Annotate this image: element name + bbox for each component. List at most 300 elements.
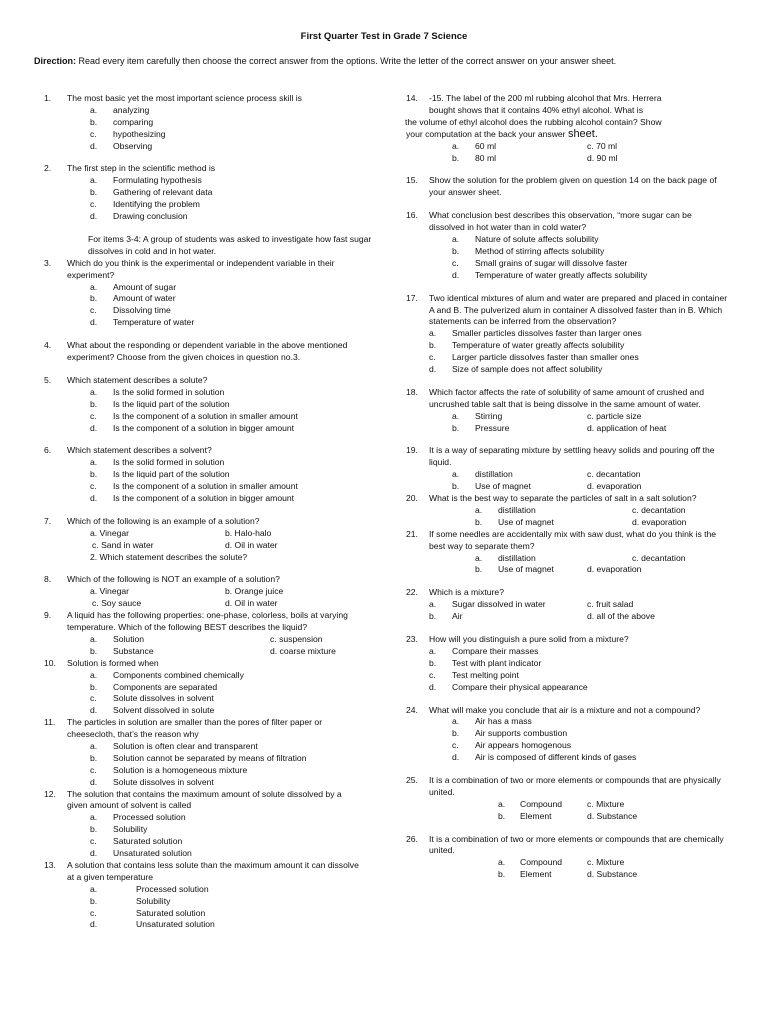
question-number: 6. [44,445,52,456]
question-2 [44,163,364,222]
option-letter: b. [90,398,98,409]
option-a [406,646,728,658]
question-stem: Which of the following is an example of a solution? [67,515,260,526]
option-letter: b. [452,245,460,256]
option-text: Solute dissolves in solvent [113,776,214,787]
question-8 [44,574,364,610]
option-letter: d. [429,681,437,692]
option-letter: a. [90,457,98,468]
option-letter: d. [90,492,98,503]
question-12 [44,789,364,860]
option-text: Unsaturated solution [113,848,192,859]
option-b [44,293,364,305]
option-a-letter: a. [429,599,437,610]
option-a [406,716,728,728]
option-c [406,258,728,270]
question-stem: How will you distinguish a pure solid from a mixture? [429,634,629,645]
option-text: Drawing conclusion [113,211,188,222]
question-24 [406,705,728,764]
option-letter: b. [90,469,98,480]
question-stem: Which do you think is the experimental or independent variable in their experiment? [67,257,335,280]
option-b-text: Pressure [475,422,510,433]
option-letter: d. [90,317,98,328]
question-number: 7. [44,515,52,526]
question-stem: A liquid has the following properties: one-phase, colorless, boils at varying temperature. Which of the following BEST describes the liquid? [67,610,348,633]
question-number: 22. [406,587,418,598]
option-a [406,328,728,340]
question-number: 12. [44,788,56,799]
option-b-letter: b. [475,516,483,527]
option-c: c. decantation [632,552,686,563]
option-letter: c. [90,410,97,421]
option-d: d. evaporation [587,564,642,575]
option-d [44,919,364,931]
option-c: c. Soy sauce [92,598,142,609]
question-stem: Which statement describes a solute? [67,374,208,385]
option-text: Temperature of water greatly affects solubility [452,340,625,351]
option-b [44,896,364,908]
option-b-text: Use of magnet [475,481,531,492]
option-letter: b. [429,657,437,668]
question-number: 13. [44,859,56,870]
option-c: c. particle size [587,410,642,421]
option-a-text: Solution [113,633,145,644]
option-b-text: Air [452,611,463,622]
option-text: Temperature of water [113,317,195,328]
option-text: Is the component of a solution in smaller amount [113,481,298,492]
option-d [44,705,364,717]
question-stem-line: -15. The label of the 200 ml rubbing alcohol that Mrs. Herrera [429,93,662,103]
option-text: Amount of water [113,293,176,304]
option-d [406,270,728,282]
option-b-letter: b. [90,645,98,656]
option-a-letter: a. [452,469,460,480]
option-b [406,340,728,352]
option-letter: a. [429,645,437,656]
option-text: Smaller particles dissolves faster than larger ones [452,328,642,339]
option-a [44,457,364,469]
options [406,328,728,376]
option-letter: c. [90,836,97,847]
question-17 [406,293,728,376]
option-c [44,305,364,317]
option-a [44,884,364,896]
option-a-letter: a. [90,633,98,644]
option-c [44,199,364,211]
question-stem: A solution that contains less solute than the maximum amount it can dissolve at a given temperature [67,859,359,882]
right-column [406,93,728,881]
option-a-letter: a. [475,504,483,515]
option-b-letter: b. [498,869,506,880]
option-text: Air appears homogenous [475,740,572,751]
option-d [44,141,364,153]
option-letter: c. [429,352,436,363]
option-d [44,423,364,435]
option-c: c. suspension [270,633,323,644]
option-text: Compare their masses [452,645,539,656]
option-c [44,481,364,493]
items-3-4-intro: For items 3-4: A group of students was asked to investigate how fast sugar dissolves in cold and in hot water. [88,233,372,256]
option-b [44,187,364,199]
question-number: 2. [44,163,52,174]
option-letter: b. [90,187,98,198]
question-11 [44,717,364,788]
option-text: Solution is often clear and transparent [113,741,258,752]
question-number: 16. [406,210,418,221]
option-letter: b. [90,681,98,692]
option-letter: a. [90,883,98,894]
options [44,387,364,435]
option-letter: c. [90,693,97,704]
question-21 [406,529,728,577]
question-stem-line: the volume of ethyl alcohol does the rubbing alcohol contain? Show [405,116,662,127]
question-stem: Which of the following is NOT an example of a solution? [67,574,280,585]
option-d: d. application of heat [587,422,667,433]
question-9 [44,610,364,658]
option-letter: d. [90,848,98,859]
question-stem: What conclusion best describes this observation, “more sugar can be dissolved in hot water than in cold water? [429,210,692,233]
option-d: d. evaporation [587,481,642,492]
question-number: 25. [406,774,418,785]
option-text: Saturated solution [136,907,206,918]
option-letter: c. [90,305,97,316]
option-text: analyzing [113,104,150,115]
question-number: 23. [406,634,418,645]
option-letter: c. [452,740,459,751]
question-5 [44,375,364,434]
option-c: c. decantation [632,504,686,515]
option-b-letter: b. [452,481,460,492]
sub-question: 2. Which statement describes the solute? [90,551,248,562]
option-b [44,824,364,836]
option-b [44,682,364,694]
options [44,175,364,223]
option-b-text: Element [520,869,552,880]
option-a [44,670,364,682]
direction-label: Direction: [34,56,77,66]
option-text: Is the component of a solution in bigger amount [113,492,295,503]
direction-text: Read every item carefully then choose the correct answer from the options. Write the letter of the correct answer on your answer sheet. [76,56,617,66]
question-22 [406,587,728,623]
option-a-letter: a. [498,857,506,868]
option-d: d. Substance [587,869,638,880]
option-letter: a. [90,741,98,752]
option-letter: a. [90,175,98,186]
option-letter: a. [90,812,98,823]
option-text: Air supports combustion [475,728,568,739]
option-b [44,399,364,411]
question-3 [44,258,364,329]
option-b: b. Halo-halo [225,527,272,538]
question-number: 14. [406,93,418,103]
option-letter: b. [90,895,98,906]
question-number: 26. [406,833,418,844]
option-letter: a. [452,234,460,245]
option-letter: d. [90,422,98,433]
option-letter: d. [90,705,98,716]
question-stem: What is the best way to separate the particles of salt in a salt solution? [429,493,697,504]
question-number: 19. [406,445,418,456]
option-b [406,246,728,258]
option-d [44,777,364,789]
option-text: Small grains of sugar will dissolve faster [475,257,628,268]
option-a-text: Stirring [475,410,503,421]
option-c: c. Sand in water [92,539,154,550]
option-c [44,908,364,920]
question-7 [44,516,364,564]
option-d [44,317,364,329]
option-letter: b. [90,293,98,304]
options [44,282,364,330]
option-text: Method of stirring affects solubility [475,245,605,256]
question-number: 21. [406,528,418,539]
option-text: hypothesizing [113,128,166,139]
option-text: Dissolving time [113,305,171,316]
question-number: 24. [406,704,418,715]
options [406,716,728,764]
question-stem: Which is a mixture? [429,587,504,598]
option-c: c. decantation [587,469,641,480]
question-18 [406,387,728,435]
option-text: Nature of solute affects solubility [475,234,599,245]
option-d: d. 90 ml [587,152,618,163]
option-letter: c. [452,257,459,268]
option-letter: a. [90,281,98,292]
option-b-text: 80 ml [475,152,497,163]
option-d [406,752,728,764]
question-number: 20. [406,493,418,504]
option-text: Components are separated [113,681,218,692]
option-d [406,682,728,694]
question-25 [406,775,728,823]
options [44,812,364,860]
option-b [44,469,364,481]
question-stem-line: your computation at the back your answer [406,128,568,139]
option-b [406,728,728,740]
options [44,105,364,153]
option-c [44,836,364,848]
option-text: Air has a mass [475,716,532,727]
question-13 [44,860,364,931]
option-b-letter: b. [452,152,460,163]
option-a [44,105,364,117]
option-a-letter: a. [498,798,506,809]
option-c: c. Mixture [587,798,625,809]
question-1 [44,93,364,152]
option-text: comparing [113,116,154,127]
option-c [44,765,364,777]
option-letter: a. [90,104,98,115]
question-6 [44,445,364,504]
option-letter: d. [429,363,437,374]
option-b: b. Orange juice [225,586,284,597]
options [44,670,364,718]
option-text: Amount of sugar [113,281,177,292]
question-number: 10. [44,657,56,668]
option-text: Is the solid formed in solution [113,386,225,397]
option-a-text: Sugar dissolved in water [452,599,546,610]
question-26 [406,834,728,882]
option-c [44,129,364,141]
question-20 [406,493,728,529]
option-b-letter: b. [498,810,506,821]
option-text: Compare their physical appearance [452,681,588,692]
option-d: d. Substance [587,810,638,821]
option-text: Solution cannot be separated by means of filtration [113,752,307,763]
option-a [406,234,728,246]
option-letter: a. [90,386,98,397]
question-number: 5. [44,374,52,385]
option-b [44,117,364,129]
question-number: 8. [44,574,52,585]
option-letter: c. [90,199,97,210]
question-stem: Which statement describes a solvent? [67,445,212,456]
question-stem: Solution is formed when [67,657,159,668]
option-c: c. fruit salad [587,599,634,610]
option-text: Saturated solution [113,836,183,847]
question-stem: It is a combination of two or more elements or compounds that are physically united. [429,774,721,797]
option-text: Size of sample does not affect solubility [452,363,603,374]
question-stem: If some needles are accidentally mix with saw dust, what do you think is the best way to separate them? [429,528,717,551]
option-b-letter: b. [475,564,483,575]
option-a [44,387,364,399]
option-b-letter: b. [429,611,437,622]
option-a [44,282,364,294]
option-text: Identifying the problem [113,199,200,210]
option-text: Observing [113,140,153,151]
question-stem: The solution that contains the maximum amount of solute dissolved by a given amount of solvent is called [67,788,342,811]
option-a [44,741,364,753]
question-number: 18. [406,386,418,397]
directions [34,56,734,67]
option-text: Processed solution [136,883,209,894]
question-4 [44,340,364,364]
option-a-letter: a. [452,410,460,421]
question-23 [406,634,728,693]
option-c [406,740,728,752]
options [44,884,364,932]
option-text: Air is composed of different kinds of gases [475,752,637,763]
option-letter: a. [429,328,437,339]
option-letter: c. [429,669,436,680]
page-title: First Quarter Test in Grade 7 Science [300,31,468,42]
option-text: Formulating hypothesis [113,175,202,186]
option-letter: b. [90,752,98,763]
option-d: d. all of the above [587,611,655,622]
option-letter: c. [90,907,97,918]
question-10 [44,658,364,717]
option-b [44,753,364,765]
option-letter: b. [452,728,460,739]
option-a-text: distillation [475,469,513,480]
option-a [44,812,364,824]
option-letter: c. [90,128,97,139]
question-16 [406,210,728,281]
options [406,646,728,694]
question-15 [406,175,728,199]
option-letter: d. [452,752,460,763]
question-number: 3. [44,257,52,268]
option-b-letter: b. [452,422,460,433]
question-stem: What about the responding or dependent variable in the above mentioned experiment? Choose from the given choices in question no.3. [67,340,348,363]
option-text: Is the liquid part of the solution [113,398,230,409]
option-text: Components combined chemically [113,669,244,680]
options [406,234,728,282]
option-c [44,693,364,705]
option-text: Solute dissolves in solvent [113,693,214,704]
option-text: Test with plant indicator [452,657,542,668]
option-text: Solubility [113,824,148,835]
option-a-text: distillation [498,552,536,563]
option-text: Gathering of relevant data [113,187,213,198]
option-a [44,175,364,187]
question-number: 11. [44,717,56,728]
option-text: Is the component of a solution in smaller amount [113,410,298,421]
option-b-text: Use of magnet [498,564,554,575]
question-number: 9. [44,610,52,621]
option-a-text: Compound [520,798,563,809]
option-letter: d. [90,919,98,930]
question-number: 4. [44,340,52,351]
option-b-text: Substance [113,645,154,656]
option-letter: d. [452,269,460,280]
question-14 [406,93,728,164]
option-text: Is the solid formed in solution [113,457,225,468]
option-letter: d. [90,140,98,151]
option-d [44,493,364,505]
option-b-text: Element [520,810,552,821]
option-a-text: distillation [498,504,536,515]
option-text: Processed solution [113,812,186,823]
option-a: a. Vinegar [90,586,130,597]
question-stem: Two identical mixtures of alum and water are prepared and placed in container A and B. The pulverized alum in container A dissolved faster than in B. Which statements can be inferred from the observation? [429,292,728,327]
option-d: d. Oil in water [225,598,278,609]
question-number: 1. [44,93,52,103]
option-letter: b. [90,824,98,835]
option-text: Larger particle dissolves faster than smaller ones [452,352,639,363]
option-c [44,411,364,423]
option-text: Solvent dissolved in solute [113,705,215,716]
option-d: d. Oil in water [225,539,278,550]
option-a-letter: a. [452,140,460,151]
question-stem-emphasis: sheet. [567,127,598,140]
option-d [44,211,364,223]
question-number: 17. [406,292,418,303]
option-d [44,848,364,860]
option-a-letter: a. [475,552,483,563]
question-stem: It is a combination of two or more elements or compounds that are chemically united. [429,833,724,856]
question-stem: The particles in solution are smaller than the pores of filter paper or cheesecloth, that’s the reason why [67,717,323,740]
option-letter: c. [90,764,97,775]
option-letter: d. [90,776,98,787]
option-c [406,670,728,682]
option-b-text: Use of magnet [498,516,554,527]
option-text: Solubility [136,895,171,906]
question-stem: What will make you conclude that air is a mixture and not a compound? [429,704,701,715]
option-text: Solution is a homogeneous mixture [113,764,248,775]
question-stem: Show the solution for the problem given on question 14 on the back page of your answer sheet. [429,175,717,198]
option-text: Unsaturated solution [136,919,215,930]
option-a-text: Compound [520,857,563,868]
option-a: a. Vinegar [90,527,130,538]
option-letter: d. [90,211,98,222]
question-stem: The first step in the scientific method is [67,163,216,174]
option-text: Is the liquid part of the solution [113,469,230,480]
option-letter: b. [90,116,98,127]
question-stem: Which factor affects the rate of solubility of same amount of crushed and uncrushed table salt that is being dissolve in the same amount of water. [429,386,704,409]
option-text: Is the component of a solution in bigger amount [113,422,295,433]
option-letter: c. [90,481,97,492]
